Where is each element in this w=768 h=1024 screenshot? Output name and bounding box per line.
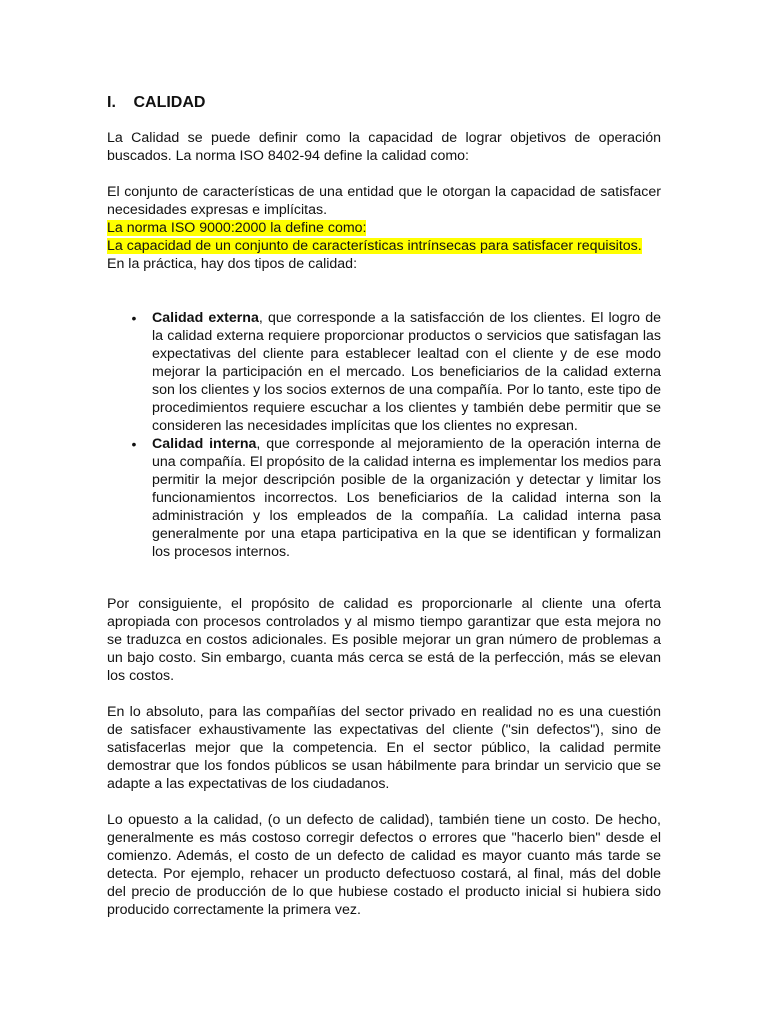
intro-paragraph-block [107, 129, 661, 165]
definition-iso8402: El conjunto de características de una entidad que le otorgan la capacidad de satisfacer necesidades expresas e implícitas. [107, 184, 661, 218]
quality-types-list [107, 309, 661, 561]
bullet-icon: • [131, 436, 137, 452]
bullet-text: , que corresponde a la satisfacción de los clientes. El logro de la calidad externa requiere proporcionar productos o servicios que satisfagan las expectativas del cliente para establecer lealtad con el cliente y de ese modo mejorar la participación en el mercado. Los beneficiarios de la calidad externa son los clientes y los socios externos de una compañía. Por lo tanto, este tipo de procedimientos requiere escuchar a los clientes y también debe permitir que se consideren las necesidades implícitas que los clientes no expresan. [152, 310, 661, 434]
bullet-icon: • [131, 310, 137, 326]
section-heading [107, 93, 205, 113]
section-title: CALIDAD [133, 94, 206, 111]
highlight-iso9000-text: La capacidad de un conjunto de características intrínsecas para satisfacer requisitos. [107, 238, 642, 254]
highlight-iso9000-title: La norma ISO 9000:2000 la define como: [107, 220, 367, 236]
definitions-block [107, 183, 661, 273]
opposite-paragraph-block [107, 811, 661, 919]
list-item [107, 435, 661, 561]
purpose-paragraph: Por consiguiente, el propósito de calidad es proporcionarle al cliente una oferta apropiada con procesos controlados y al mismo tiempo garantizar que esta mejora no se traduzca en costos adicionales. Es posible mejorar un gran número de problemas a un bajo costo. Sin embargo, cuanta más cerca se está de la perfección, más se elevan los costos. [107, 596, 661, 684]
opposite-paragraph: Lo opuesto a la calidad, (o un defecto de calidad), también tiene un costo. De hecho, generalmente es más costoso corregir defectos o errores que "hacerlo bien" desde el comienzo. Además, el costo de un defecto de calidad es mayor cuanto más tarde se detecta. Por ejemplo, rehacer un producto defectuoso costará, al final, más del doble del precio de producción de lo que hubiese costado el producto inicial si hubiera sido producido correctamente la primera vez. [107, 812, 661, 918]
section-number: I. [107, 94, 116, 111]
intro-paragraph: La Calidad se puede definir como la capacidad de lograr objetivos de operación buscados. La norma ISO 8402-94 define la calidad como: [107, 130, 661, 164]
absolute-paragraph-block [107, 703, 661, 793]
list-item [107, 309, 661, 435]
bullet-term: Calidad interna [152, 436, 257, 452]
absolute-paragraph: En lo absoluto, para las compañías del sector privado en realidad no es una cuestión de satisfacer exhaustivamente las expectativas del cliente ("sin defectos"), sino de satisfacerlas mejor que la competencia. En el sector público, la calidad permite demostrar que los fondos públicos se usan hábilmente para brindar un servicio que se adapte a las expectativas de los ciudadanos. [107, 704, 661, 792]
bullet-term: Calidad externa [152, 310, 259, 326]
bullet-text: , que corresponde al mejoramiento de la operación interna de una compañía. El propósito de la calidad interna es implementar los medios para permitir la mejor descripción posible de la organización y detectar y limitar los funcionamientos incorrectos. Los beneficiarios de la calidad interna son la administración y los empleados de la compañía. La calidad interna pasa generalmente por una etapa participativa en la que se identifican y formalizan los procesos internos. [152, 436, 661, 560]
quality-types-list-block [107, 309, 661, 561]
purpose-paragraph-block [107, 595, 661, 685]
types-intro: En la práctica, hay dos tipos de calidad: [107, 256, 358, 272]
highlighted-iso9000-definition [107, 237, 661, 255]
highlighted-iso9000-intro [107, 219, 661, 237]
